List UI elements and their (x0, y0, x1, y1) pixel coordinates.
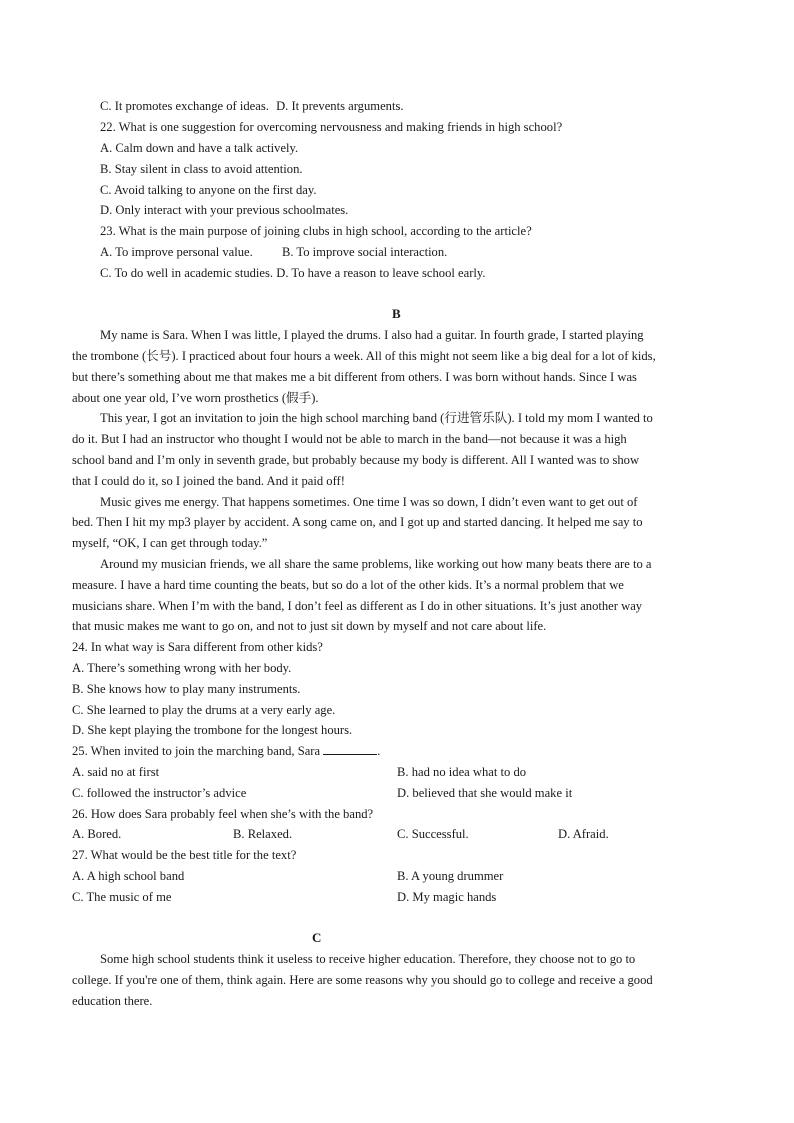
passage-c-line: college. If you're one of them, think again. Here are some reasons why you should go to college and receive a good (72, 973, 653, 987)
passage-b-line: that I could do it, so I joined the band. And it paid off! (72, 474, 345, 488)
q23-option-a: A. To improve personal value. (100, 245, 253, 259)
q26-stem: 26. How does Sara probably feel when she’s with the band? (72, 807, 374, 821)
passage-b-line: that music makes me want to go on, and not to just sit down by myself and not care about life. (72, 619, 547, 633)
passage-b-line: My name is Sara. When I was little, I played the drums. I also had a guitar. In fourth grade, I started playing (100, 328, 644, 342)
q25-option-b: B. had no idea what to do (397, 765, 527, 779)
passage-b-line: This year, I got an invitation to join the high school marching band (行进管乐队). I told my mom I wanted to (100, 411, 653, 425)
q25-option-a: A. said no at first (72, 765, 160, 779)
q27-option-d: D. My magic hands (397, 890, 497, 904)
q25-stem-line (72, 743, 380, 759)
q25-stem: 25. When invited to join the marching band, Sara (72, 744, 321, 758)
q21-option-c: C. It promotes exchange of ideas. (100, 99, 269, 113)
q23-option-d: D. To have a reason to leave school early. (276, 266, 486, 280)
answer-blank (323, 743, 377, 755)
q24-option-d: D. She kept playing the trombone for the longest hours. (72, 723, 353, 737)
passage-b-line: school band and I’m only in seventh grade, but probably because my body is different. All I wanted was to show (72, 453, 640, 467)
q23-options-ab (100, 244, 447, 260)
passage-b-line: about one year old, I’ve worn prosthetics (假手). (72, 391, 319, 405)
passage-b-line: Around my musician friends, we all share the same problems, like working out how many beats there are to a (100, 557, 652, 571)
q25-option-c: C. followed the instructor’s advice (72, 786, 247, 800)
q21-option-d: D. It prevents arguments. (276, 99, 404, 113)
q27-option-b: B. A young drummer (397, 869, 504, 883)
passage-c-line: education there. (72, 994, 153, 1008)
q26-option-c: C. Successful. (397, 827, 469, 841)
q24-option-a: A. There’s something wrong with her body. (72, 661, 292, 675)
q25-option-d: D. believed that she would make it (397, 786, 573, 800)
section-heading-b: B (392, 306, 401, 321)
passage-b-line: the trombone (长号). I practiced about four hours a week. All of this might not seem like a big deal for a lot of kids, (72, 349, 656, 363)
passage-b-line: measure. I have a hard time counting the beats, but so do a lot of the other kids. It’s a normal problem that we (72, 578, 624, 592)
q23-option-c: C. To do well in academic studies. (100, 266, 274, 280)
q27-stem: 27. What would be the best title for the text? (72, 848, 297, 862)
passage-c-line: Some high school students think it useless to receive higher education. Therefore, they choose not to go to (100, 952, 636, 966)
section-heading-c: C (312, 930, 322, 945)
passage-b-line: do it. But I had an instructor who thought I would not be able to march in the band—not because it was a high (72, 432, 627, 446)
q22-option-a: A. Calm down and have a talk actively. (100, 141, 299, 155)
q23-option-b: B. To improve social interaction. (281, 245, 448, 259)
q22-option-d: D. Only interact with your previous schoolmates. (100, 203, 349, 217)
q26-option-a: A. Bored. (72, 827, 122, 841)
q26-option-b: B. Relaxed. (233, 827, 293, 841)
q24-option-b: B. She knows how to play many instruments. (72, 682, 301, 696)
q23-options-cd (100, 265, 486, 281)
q22-option-b: B. Stay silent in class to avoid attention. (100, 162, 303, 176)
q23-stem: 23. What is the main purpose of joining clubs in high school, according to the article? (100, 224, 532, 238)
passage-b-line: myself, “OK, I can get through today.” (72, 536, 268, 550)
passage-b-line: musicians share. When I’m with the band, I don’t feel as different as I do in other situations. It’s just another way (72, 599, 643, 613)
q27-option-a: A. A high school band (72, 869, 185, 883)
passage-b-line: Music gives me energy. That happens sometimes. One time I was so down, I didn’t even want to get out of (100, 495, 638, 509)
q24-stem: 24. In what way is Sara different from other kids? (72, 640, 323, 654)
q24-option-c: C. She learned to play the drums at a very early age. (72, 703, 336, 717)
passage-b-line: but there’s something about me that makes me a bit different from others. I was born without hands. Since I was (72, 370, 637, 384)
q22-option-c: C. Avoid talking to anyone on the first day. (100, 183, 317, 197)
q27-option-c: C. The music of me (72, 890, 172, 904)
q25-stem-end: . (377, 744, 381, 758)
q26-option-d: D. Afraid. (558, 827, 609, 841)
q21-options-cd (100, 98, 404, 114)
q22-stem: 22. What is one suggestion for overcoming nervousness and making friends in high school? (100, 120, 563, 134)
passage-b-line: bed. Then I hit my mp3 player by accident. A song came on, and I got up and started dancing. It helped me say to (72, 515, 643, 529)
